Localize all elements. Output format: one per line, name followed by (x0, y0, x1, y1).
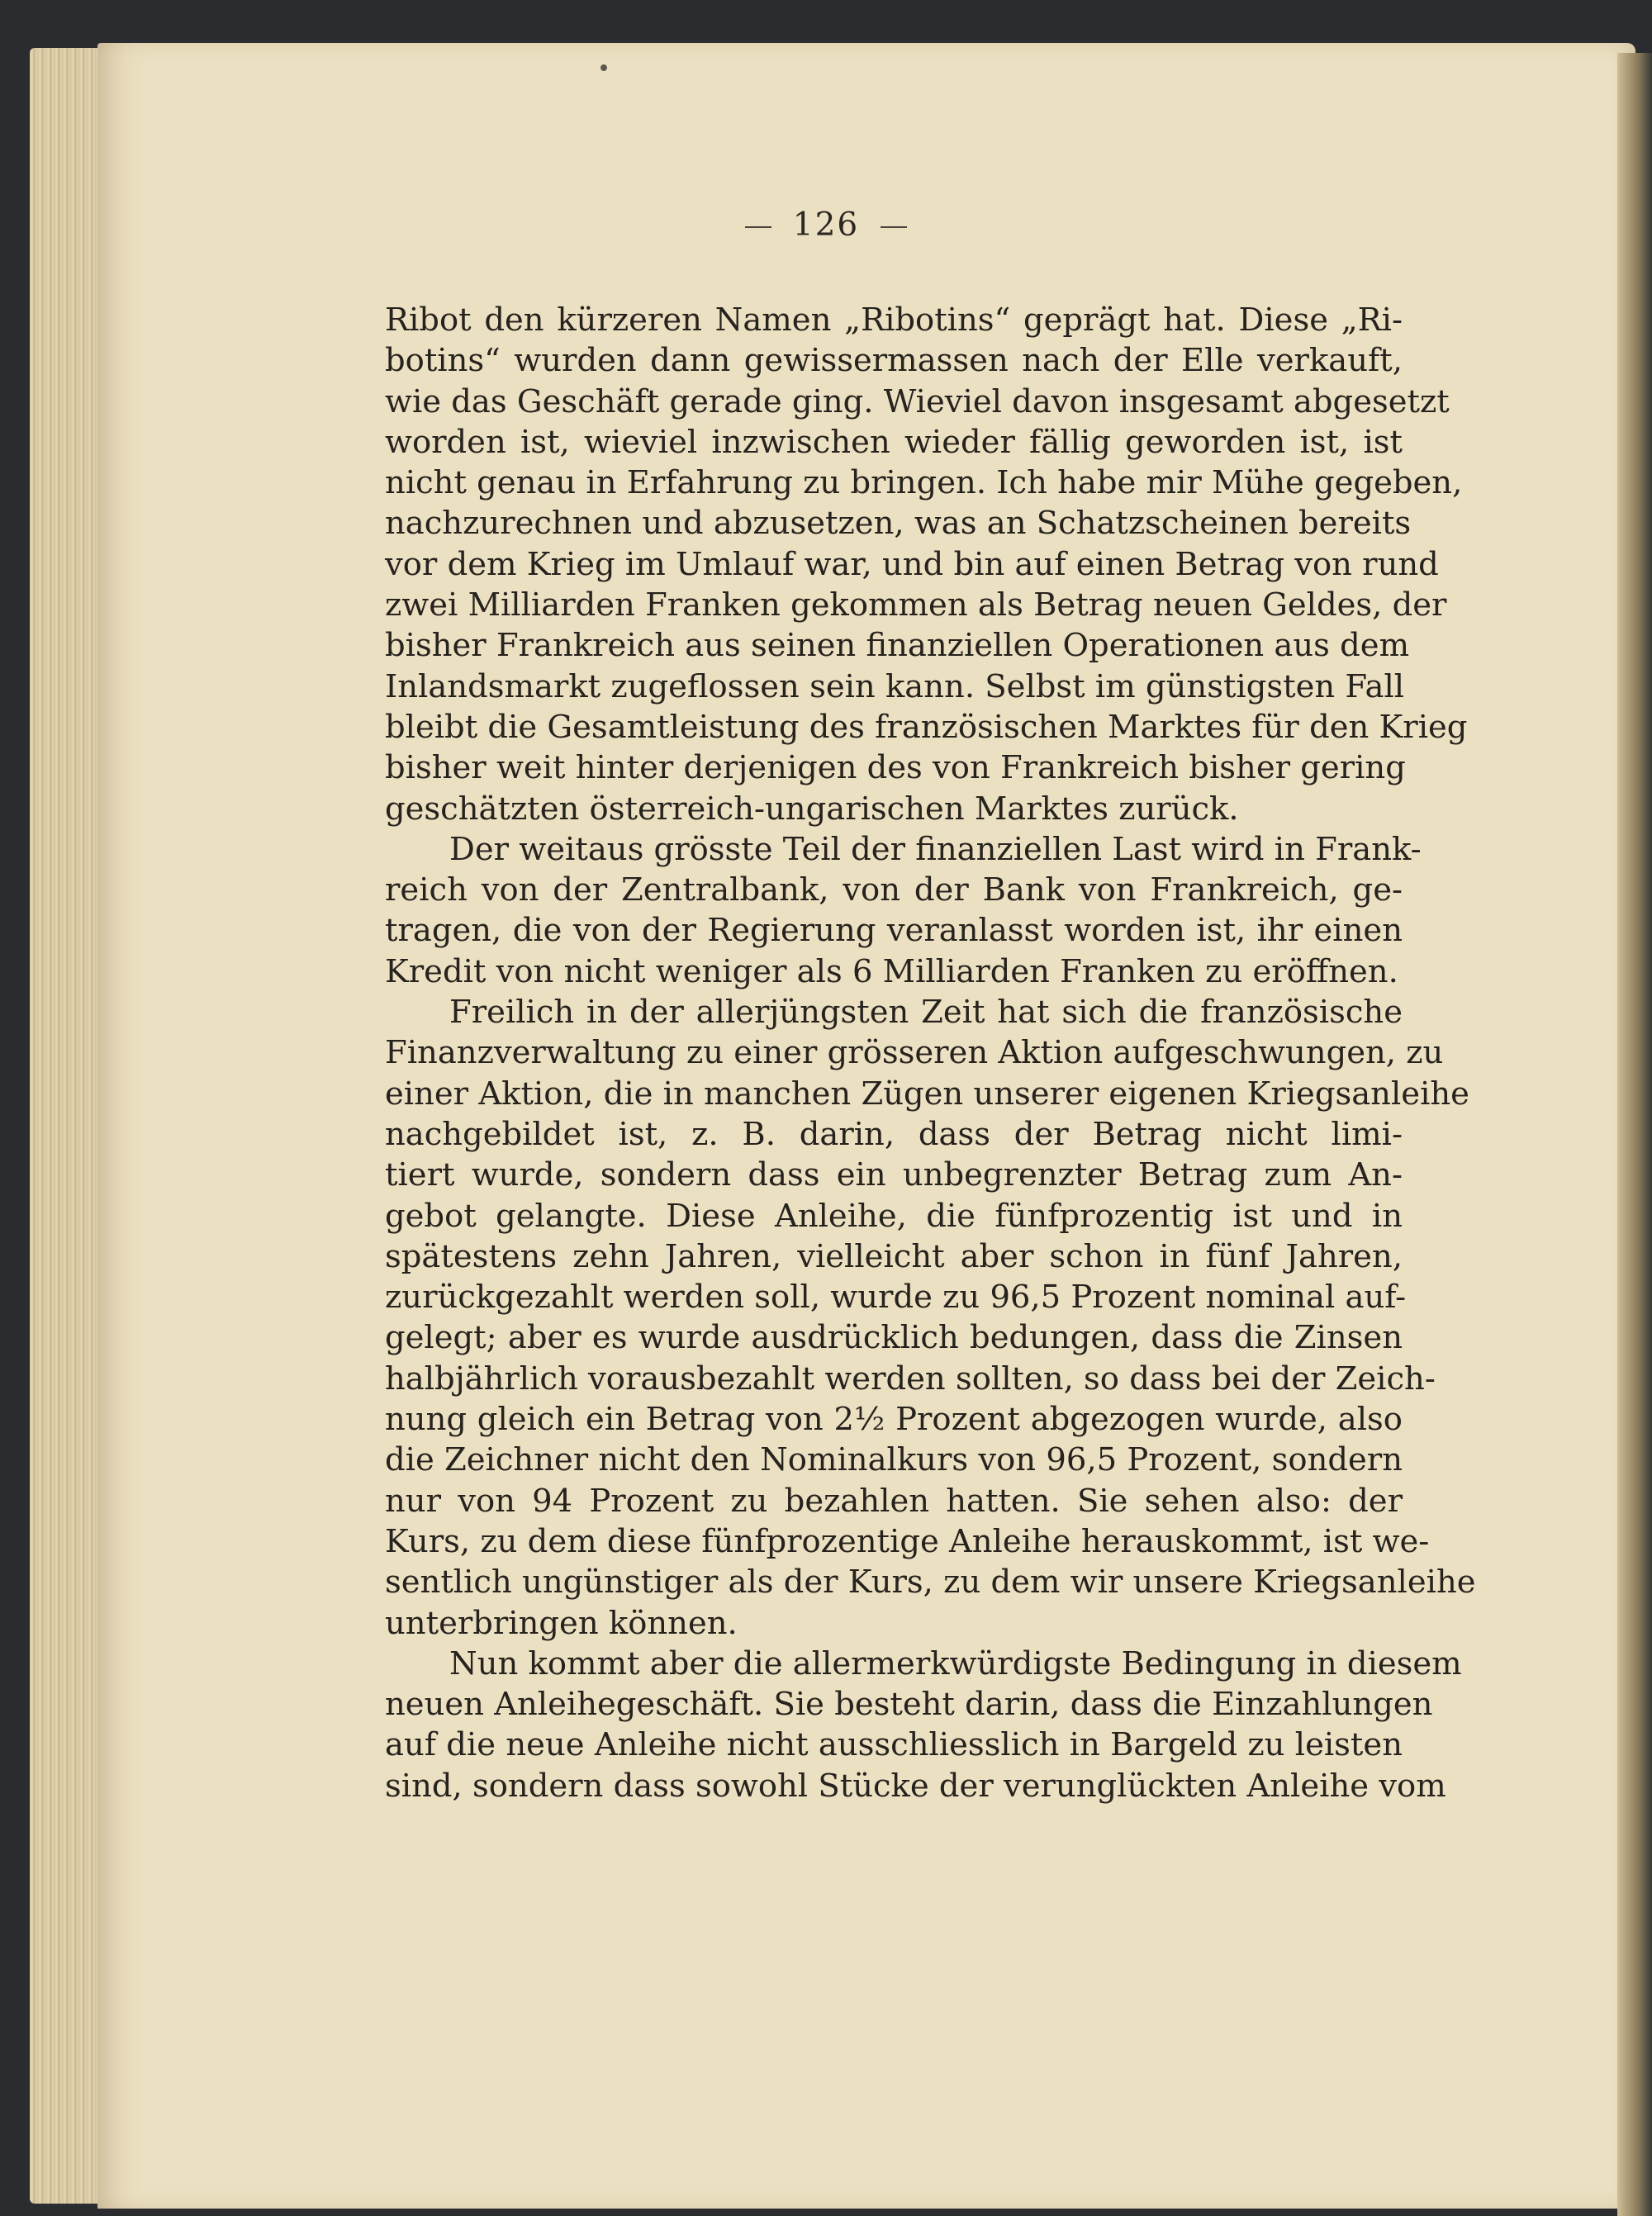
text-line: geschätzten österreich-ungarischen Marktes zurück. (385, 790, 1239, 828)
text-line: Freilich in der allerjüngsten Zeit hat sich die französische (449, 994, 1403, 1032)
text-line: unterbringen können. (385, 1604, 738, 1642)
right-dash (881, 226, 907, 228)
text-line: Der weitaus grösste Teil der finanziellen Last wird in Frank- (449, 830, 1422, 868)
text-line: tiert wurde, sondern dass ein unbegrenzter Betrag zum An- (385, 1156, 1403, 1194)
text-line: reich von der Zentralbank, von der Bank von Frankreich, ge- (385, 871, 1403, 909)
text-line: sentlich ungünstiger als der Kurs, zu dem wir unsere Kriegsanleihe (385, 1564, 1476, 1601)
body-text (385, 300, 1476, 1806)
text-line: nicht genau in Erfahrung zu bringen. Ich habe mir Mühe gegeben, (385, 464, 1463, 502)
paper-speck (601, 64, 607, 71)
text-line: Finanzverwaltung zu einer grösseren Aktion aufgeschwungen, zu (385, 1034, 1444, 1072)
text-line: die Zeichner nicht den Nominalkurs von 96,5 Prozent, sondern (385, 1441, 1403, 1479)
left-dash (745, 226, 771, 228)
text-line: gelegt; aber es wurde ausdrücklich bedungen, dass die Zinsen (385, 1319, 1403, 1357)
text-line: worden ist, wieviel inzwischen wieder fällig geworden ist, ist (385, 423, 1403, 461)
text-line: halbjährlich vorausbezahlt werden sollten, so dass bei der Zeich- (385, 1359, 1436, 1397)
text-line: Kurs, zu dem diese fünfprozentige Anleihe herauskommt, ist we- (385, 1522, 1430, 1560)
text-line: wie das Geschäft gerade ging. Wieviel davon insgesamt abgesetzt (385, 382, 1450, 420)
text-line: zwei Milliarden Franken gekommen als Betrag neuen Geldes, der (385, 586, 1447, 624)
text-line: neuen Anleihegeschäft. Sie besteht darin, dass die Einzahlungen (385, 1686, 1433, 1724)
text-line: botins“ wurden dann gewissermassen nach der Elle verkauft, (385, 342, 1403, 380)
text-line: gebot gelangte. Diese Anleihe, die fünfprozentig ist und in (385, 1197, 1403, 1235)
text-line: nung gleich ein Betrag von 2½ Prozent abgezogen wurde, also (385, 1401, 1403, 1439)
text-line: bisher Frankreich aus seinen finanziellen Operationen aus dem (385, 627, 1410, 665)
text-line: nachgebildet ist, z. B. darin, dass der Betrag nicht limi- (385, 1115, 1403, 1153)
text-line: tragen, die von der Regierung veranlasst worden ist, ihr einen (385, 912, 1403, 950)
text-line: bisher weit hinter derjenigen des von Frankreich bisher gering (385, 749, 1406, 787)
text-line: nachzurechnen und abzusetzen, was an Schatzscheinen bereits (385, 505, 1412, 543)
text-line: Nun kommt aber die allermerkwürdigste Bedingung in diesem (449, 1644, 1462, 1682)
text-line: auf die neue Anleihe nicht ausschliesslich in Bargeld zu leisten (385, 1726, 1403, 1764)
text-line: bleibt die Gesamtleistung des französischen Marktes für den Krieg (385, 708, 1468, 746)
text-line: Inlandsmarkt zugeflossen sein kann. Selbst im günstigsten Fall (385, 667, 1405, 705)
text-line: spätestens zehn Jahren, vielleicht aber schon in fünf Jahren, (385, 1237, 1403, 1275)
text-line: vor dem Krieg im Umlauf war, und bin auf einen Betrag von rund (385, 545, 1439, 583)
page-number-header (0, 206, 1652, 244)
book-gutter-shadow (1617, 53, 1652, 2216)
text-line: einer Aktion, die in manchen Zügen unserer eigenen Kriegsanleihe (385, 1075, 1469, 1113)
page-number: 126 (792, 206, 860, 244)
text-line: Kredit von nicht weniger als 6 Milliarden Franken zu eröffnen. (385, 952, 1398, 990)
text-line: sind, sondern dass sowohl Stücke der verunglückten Anleihe vom (385, 1767, 1446, 1805)
text-line: zurückgezahlt werden soll, wurde zu 96,5 Prozent nominal auf- (385, 1279, 1407, 1317)
text-line: nur von 94 Prozent zu bezahlen hatten. Sie sehen also: der (385, 1482, 1403, 1520)
text-line: Ribot den kürzeren Namen „Ribotins“ geprägt hat. Diese „Ri- (385, 301, 1403, 339)
